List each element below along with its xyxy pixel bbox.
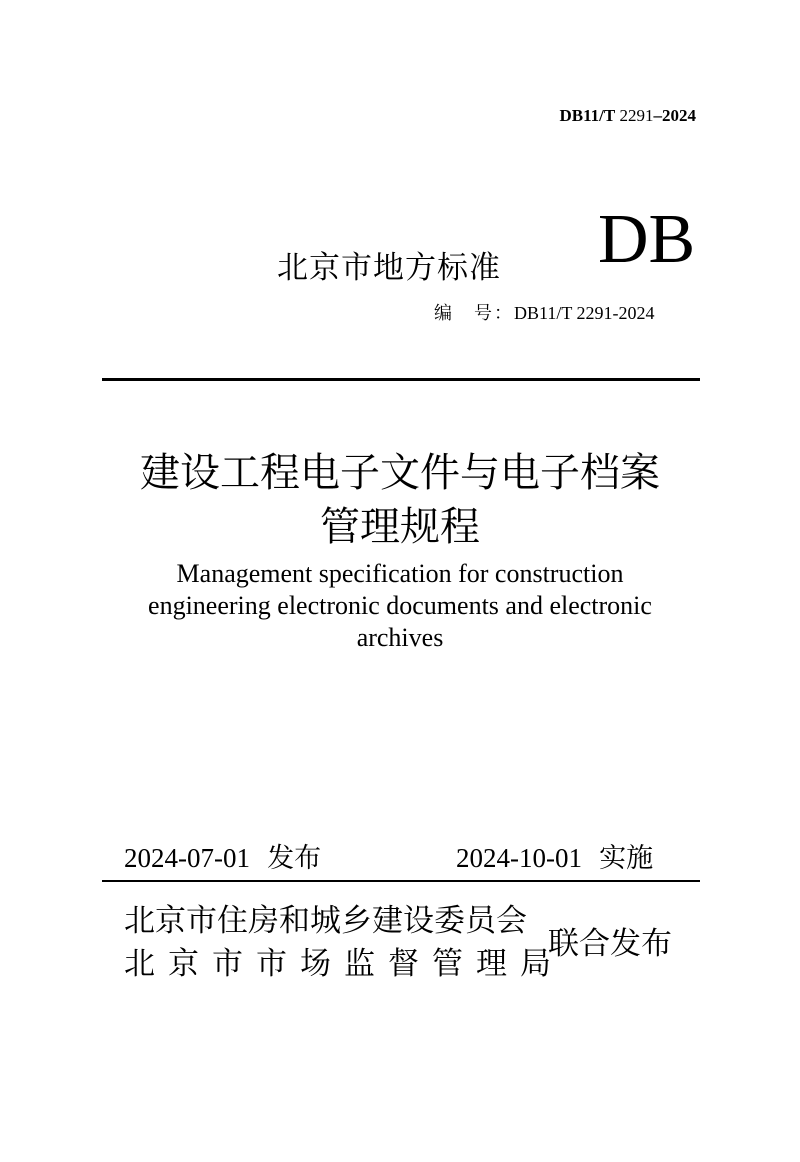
title-zh-line-1: 建设工程电子文件与电子档案 [140,450,660,496]
implement-label: 实施 [599,843,654,874]
issue-date: 2024-07-01 [124,843,250,873]
code-middle: 2291 [615,106,654,125]
bottom-rule [102,880,700,882]
standard-code-header [560,106,697,126]
title-english [0,558,800,654]
db-logo: DB [598,201,696,278]
standard-number [434,299,655,325]
title-chinese [0,446,800,554]
code-suffix: –2024 [653,106,696,125]
publisher-1: 北京市住房和城乡建设委员会 [124,903,527,939]
title-en-line-2: engineering electronic documents and electronic [148,591,652,620]
issue-date-line [124,836,321,875]
code-prefix: DB11/T [559,106,616,125]
title-zh-line-2: 管理规程 [320,504,480,550]
standard-type: 北京市地方标准 [277,250,501,286]
implement-date: 2024-10-01 [456,843,582,873]
title-en-line-1: Management specification for construction [176,559,624,588]
number-label: 编 号： [434,303,514,324]
joint-publish-label: 联合发布 [548,926,672,962]
issue-label: 发布 [267,843,322,874]
title-en-line-3: archives [356,623,444,652]
publisher-2: 北京市市场监督管理局 [124,946,564,982]
number-value: DB11/T 2291-2024 [514,303,655,323]
implement-date-line [456,836,653,875]
top-rule [102,378,700,381]
